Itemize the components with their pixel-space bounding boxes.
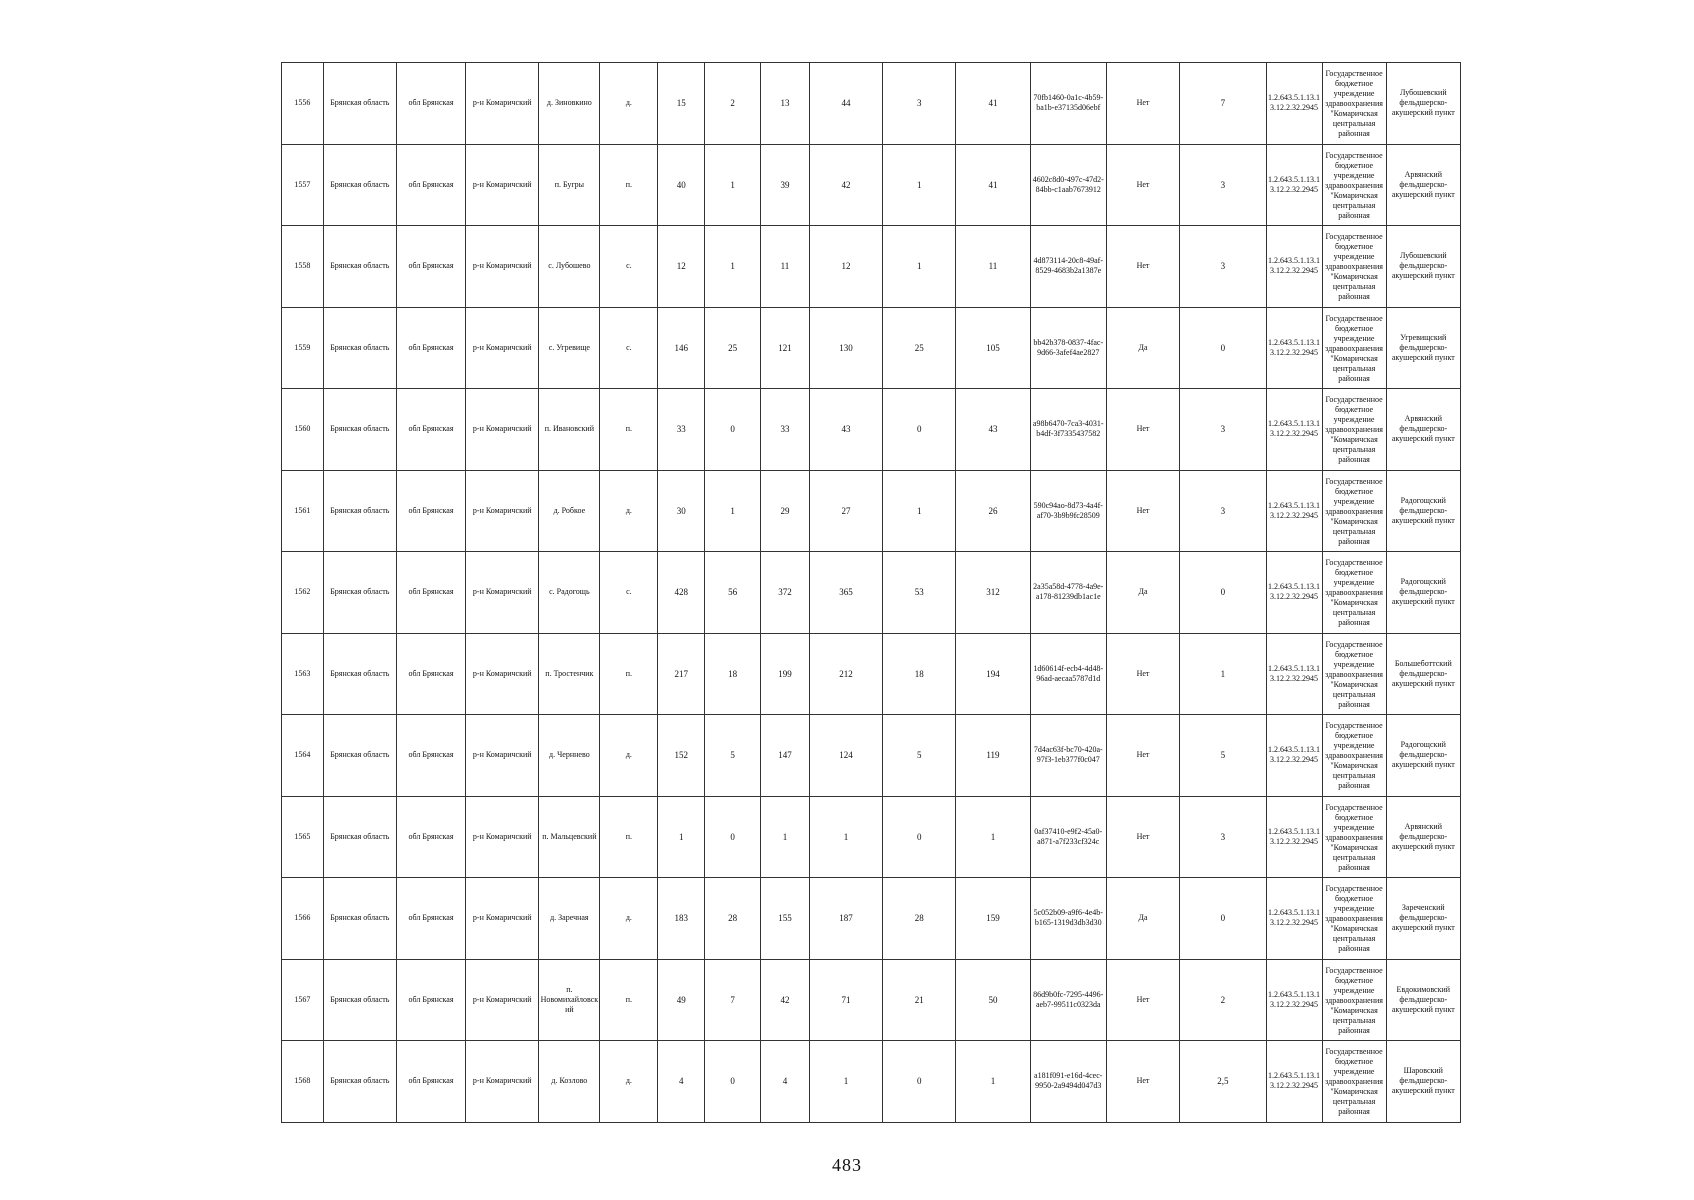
fap-cell: Арвянский фельдшерско-акушерский пункт	[1386, 389, 1460, 471]
fap-cell: Большеботтский фельдшерско-акушерский пункт	[1386, 633, 1460, 715]
population2-adults-cell: 41	[956, 63, 1030, 145]
table-row	[282, 226, 1461, 308]
organization-text: Государственное бюджетное учреждение здравоохранения "Комаричская центральная районная	[1325, 69, 1383, 139]
distance-cell: 0	[1180, 552, 1266, 634]
district-cell: р-н Комаричский	[466, 144, 539, 226]
distance-cell: 3	[1180, 144, 1266, 226]
population2-total-cell: 42	[809, 144, 882, 226]
table-row	[282, 307, 1461, 389]
row-number: 1559	[282, 307, 324, 389]
population-adults-cell: 33	[761, 389, 810, 471]
table-row	[282, 552, 1461, 634]
population-children-cell: 0	[705, 389, 761, 471]
population2-adults-cell: 43	[956, 389, 1030, 471]
settlement-type-cell: п.	[600, 959, 658, 1041]
oblast-cell: обл Брянская	[396, 715, 465, 797]
oid-cell: 1.2.643.5.1.13.13.12.2.32.2945	[1266, 633, 1322, 715]
population2-total-cell: 27	[809, 470, 882, 552]
population-adults-cell: 29	[761, 470, 810, 552]
population2-adults-cell: 194	[956, 633, 1030, 715]
district-cell: р-н Комаричский	[466, 470, 539, 552]
fap-cell: Лубошевский фельдшерско-акушерский пункт	[1386, 226, 1460, 308]
population2-children-cell: 0	[883, 389, 956, 471]
population2-children-cell: 53	[883, 552, 956, 634]
guid-cell: 0af37410-e9f2-45a0-a871-a7f233cf324c	[1030, 796, 1106, 878]
organization-cell	[1322, 307, 1386, 389]
fap-cell: Лубошевский фельдшерско-акушерский пункт	[1386, 63, 1460, 145]
district-cell: р-н Комаричский	[466, 63, 539, 145]
table-row	[282, 796, 1461, 878]
row-number: 1565	[282, 796, 324, 878]
population-children-cell: 0	[705, 1041, 761, 1123]
population2-total-cell: 124	[809, 715, 882, 797]
population2-adults-cell: 159	[956, 878, 1030, 960]
facility-flag-cell: Нет	[1106, 63, 1179, 145]
row-number: 1563	[282, 633, 324, 715]
guid-cell: 2a35a58d-4778-4a9e-a178-81239db1ac1e	[1030, 552, 1106, 634]
oid-cell: 1.2.643.5.1.13.13.12.2.32.2945	[1266, 796, 1322, 878]
population-total-cell: 40	[658, 144, 705, 226]
distance-cell: 3	[1180, 226, 1266, 308]
organization-text: Государственное бюджетное учреждение здравоохранения "Комаричская центральная районная	[1325, 150, 1383, 220]
oblast-cell: обл Брянская	[396, 1041, 465, 1123]
population2-children-cell: 28	[883, 878, 956, 960]
oblast-cell: обл Брянская	[396, 959, 465, 1041]
settlement-type-cell: д.	[600, 63, 658, 145]
organization-cell	[1322, 715, 1386, 797]
population2-total-cell: 212	[809, 633, 882, 715]
population2-children-cell: 1	[883, 144, 956, 226]
region-cell: Брянская область	[323, 63, 396, 145]
population2-total-cell: 12	[809, 226, 882, 308]
guid-cell: 4d873114-20c8-49af-8529-4683b2a1387e	[1030, 226, 1106, 308]
population-total-cell: 49	[658, 959, 705, 1041]
settlement-type-cell: п.	[600, 389, 658, 471]
row-number: 1568	[282, 1041, 324, 1123]
oblast-cell: обл Брянская	[396, 226, 465, 308]
oid-cell: 1.2.643.5.1.13.13.12.2.32.2945	[1266, 226, 1322, 308]
row-number: 1557	[282, 144, 324, 226]
oblast-cell: обл Брянская	[396, 470, 465, 552]
population2-total-cell: 365	[809, 552, 882, 634]
distance-cell: 2,5	[1180, 1041, 1266, 1123]
fap-cell: Арвянский фельдшерско-акушерский пункт	[1386, 144, 1460, 226]
organization-cell	[1322, 633, 1386, 715]
row-number: 1564	[282, 715, 324, 797]
region-cell: Брянская область	[323, 307, 396, 389]
population-adults-cell: 4	[761, 1041, 810, 1123]
row-number: 1556	[282, 63, 324, 145]
population2-children-cell: 1	[883, 226, 956, 308]
row-number: 1561	[282, 470, 324, 552]
population-children-cell: 2	[705, 63, 761, 145]
region-cell: Брянская область	[323, 470, 396, 552]
fap-cell: Арвянский фельдшерско-акушерский пункт	[1386, 796, 1460, 878]
organization-text: Государственное бюджетное учреждение здравоохранения "Комаричская центральная районная	[1325, 558, 1383, 628]
oblast-cell: обл Брянская	[396, 878, 465, 960]
population2-total-cell: 187	[809, 878, 882, 960]
settlement-type-cell: д.	[600, 715, 658, 797]
settlement-type-cell: д.	[600, 1041, 658, 1123]
fap-cell: Зареченский фельдшерско-акушерский пункт	[1386, 878, 1460, 960]
population2-children-cell: 3	[883, 63, 956, 145]
population-total-cell: 428	[658, 552, 705, 634]
organization-text: Государственное бюджетное учреждение здравоохранения "Комаричская центральная районная	[1325, 802, 1383, 872]
population-children-cell: 0	[705, 796, 761, 878]
region-cell: Брянская область	[323, 715, 396, 797]
population-adults-cell: 155	[761, 878, 810, 960]
region-cell: Брянская область	[323, 959, 396, 1041]
population-adults-cell: 372	[761, 552, 810, 634]
district-cell: р-н Комаричский	[466, 307, 539, 389]
guid-cell: a181f091-e16d-4cec-9950-2a9494d047d3	[1030, 1041, 1106, 1123]
region-cell: Брянская область	[323, 796, 396, 878]
organization-text: Государственное бюджетное учреждение здравоохранения "Комаричская центральная районная	[1325, 395, 1383, 465]
settlement-cell: п. Новомихайловский	[539, 959, 600, 1041]
fap-cell: Евдокимовский фельдшерско-акушерский пункт	[1386, 959, 1460, 1041]
distance-cell: 5	[1180, 715, 1266, 797]
settlement-cell: с. Угревище	[539, 307, 600, 389]
population-total-cell: 1	[658, 796, 705, 878]
organization-cell	[1322, 959, 1386, 1041]
organization-text: Государственное бюджетное учреждение здравоохранения "Комаричская центральная районная	[1325, 1047, 1383, 1117]
table-row	[282, 470, 1461, 552]
settlement-type-cell: п.	[600, 796, 658, 878]
population-adults-cell: 13	[761, 63, 810, 145]
oblast-cell: обл Брянская	[396, 307, 465, 389]
population-children-cell: 18	[705, 633, 761, 715]
facility-flag-cell: Нет	[1106, 470, 1179, 552]
region-cell: Брянская область	[323, 389, 396, 471]
oid-cell: 1.2.643.5.1.13.13.12.2.32.2945	[1266, 307, 1322, 389]
organization-cell	[1322, 470, 1386, 552]
population-total-cell: 12	[658, 226, 705, 308]
population-children-cell: 25	[705, 307, 761, 389]
distance-cell: 2	[1180, 959, 1266, 1041]
population2-children-cell: 0	[883, 1041, 956, 1123]
region-cell: Брянская область	[323, 552, 396, 634]
oblast-cell: обл Брянская	[396, 796, 465, 878]
population-total-cell: 4	[658, 1041, 705, 1123]
population2-total-cell: 71	[809, 959, 882, 1041]
population-children-cell: 1	[705, 470, 761, 552]
population-children-cell: 7	[705, 959, 761, 1041]
oid-cell: 1.2.643.5.1.13.13.12.2.32.2945	[1266, 878, 1322, 960]
population-total-cell: 152	[658, 715, 705, 797]
distance-cell: 3	[1180, 796, 1266, 878]
population-adults-cell: 39	[761, 144, 810, 226]
document-sheet	[281, 62, 1461, 1123]
population-adults-cell: 121	[761, 307, 810, 389]
distance-cell: 0	[1180, 878, 1266, 960]
oid-cell: 1.2.643.5.1.13.13.12.2.32.2945	[1266, 959, 1322, 1041]
population-total-cell: 33	[658, 389, 705, 471]
oid-cell: 1.2.643.5.1.13.13.12.2.32.2945	[1266, 389, 1322, 471]
population-children-cell: 5	[705, 715, 761, 797]
population2-adults-cell: 50	[956, 959, 1030, 1041]
organization-cell	[1322, 144, 1386, 226]
population2-children-cell: 18	[883, 633, 956, 715]
oid-cell: 1.2.643.5.1.13.13.12.2.32.2945	[1266, 552, 1322, 634]
organization-cell	[1322, 226, 1386, 308]
organization-cell	[1322, 1041, 1386, 1123]
row-number: 1560	[282, 389, 324, 471]
settlement-type-cell: с.	[600, 552, 658, 634]
population2-children-cell: 1	[883, 470, 956, 552]
population-total-cell: 217	[658, 633, 705, 715]
settlement-cell: п. Тростенчик	[539, 633, 600, 715]
organization-cell	[1322, 63, 1386, 145]
region-cell: Брянская область	[323, 144, 396, 226]
guid-cell: 4602c8d0-497c-47d2-84bb-c1aab7673912	[1030, 144, 1106, 226]
distance-cell: 1	[1180, 633, 1266, 715]
table-row	[282, 63, 1461, 145]
settlement-cell: д. Робкое	[539, 470, 600, 552]
table-row	[282, 144, 1461, 226]
guid-cell: 590c94ao-8d73-4a4f-af70-3b9b9fc28509	[1030, 470, 1106, 552]
row-number: 1567	[282, 959, 324, 1041]
population2-children-cell: 0	[883, 796, 956, 878]
population-children-cell: 1	[705, 144, 761, 226]
facility-flag-cell: Нет	[1106, 1041, 1179, 1123]
oblast-cell: обл Брянская	[396, 144, 465, 226]
district-cell: р-н Комаричский	[466, 389, 539, 471]
facility-flag-cell: Да	[1106, 552, 1179, 634]
row-number: 1566	[282, 878, 324, 960]
settlement-cell: д. Заречная	[539, 878, 600, 960]
region-cell: Брянская область	[323, 226, 396, 308]
population-children-cell: 28	[705, 878, 761, 960]
settlement-cell: п. Ивановский	[539, 389, 600, 471]
population2-total-cell: 43	[809, 389, 882, 471]
guid-cell: a98b6470-7ca3-4031-b4df-3f7335437582	[1030, 389, 1106, 471]
population2-total-cell: 1	[809, 796, 882, 878]
settlement-cell: п. Бугры	[539, 144, 600, 226]
guid-cell: bb42b378-0837-4fac-9d66-3afef4ae2827	[1030, 307, 1106, 389]
settlement-cell: д. Козлово	[539, 1041, 600, 1123]
settlement-type-cell: д.	[600, 878, 658, 960]
distance-cell: 3	[1180, 389, 1266, 471]
oblast-cell: обл Брянская	[396, 633, 465, 715]
facility-flag-cell: Нет	[1106, 715, 1179, 797]
population2-children-cell: 25	[883, 307, 956, 389]
settlement-cell: п. Мальцевский	[539, 796, 600, 878]
table-row	[282, 715, 1461, 797]
settlement-cell: д. Черннево	[539, 715, 600, 797]
population-children-cell: 1	[705, 226, 761, 308]
row-number: 1562	[282, 552, 324, 634]
table-row	[282, 633, 1461, 715]
guid-cell: 70fb1460-0a1c-4b59-ba1b-e37135d06ebf	[1030, 63, 1106, 145]
population2-adults-cell: 1	[956, 1041, 1030, 1123]
population-total-cell: 146	[658, 307, 705, 389]
population-children-cell: 56	[705, 552, 761, 634]
population-adults-cell: 11	[761, 226, 810, 308]
oblast-cell: обл Брянская	[396, 552, 465, 634]
organization-text: Государственное бюджетное учреждение здравоохранения "Комаричская центральная районная	[1325, 884, 1383, 954]
settlement-cell: д. Зиновкино	[539, 63, 600, 145]
population-total-cell: 30	[658, 470, 705, 552]
population2-total-cell: 130	[809, 307, 882, 389]
population-adults-cell: 199	[761, 633, 810, 715]
population2-adults-cell: 41	[956, 144, 1030, 226]
district-cell: р-н Комаричский	[466, 878, 539, 960]
organization-text: Государственное бюджетное учреждение здравоохранения "Комаричская центральная районная	[1325, 476, 1383, 546]
facility-flag-cell: Да	[1106, 307, 1179, 389]
row-number: 1558	[282, 226, 324, 308]
fap-cell: Угревищский фельдшерско-акушерский пункт	[1386, 307, 1460, 389]
population2-adults-cell: 11	[956, 226, 1030, 308]
organization-cell	[1322, 796, 1386, 878]
organization-text: Государственное бюджетное учреждение здравоохранения "Комаричская центральная районная	[1325, 965, 1383, 1035]
population-adults-cell: 147	[761, 715, 810, 797]
oid-cell: 1.2.643.5.1.13.13.12.2.32.2945	[1266, 144, 1322, 226]
settlement-type-cell: п.	[600, 633, 658, 715]
organization-text: Государственное бюджетное учреждение здравоохранения "Комаричская центральная районная	[1325, 721, 1383, 791]
district-cell: р-н Комаричский	[466, 552, 539, 634]
settlement-cell: с. Радогощь	[539, 552, 600, 634]
population2-children-cell: 5	[883, 715, 956, 797]
settlement-type-cell: п.	[600, 144, 658, 226]
population2-adults-cell: 105	[956, 307, 1030, 389]
district-cell: р-н Комаричский	[466, 959, 539, 1041]
district-cell: р-н Комаричский	[466, 715, 539, 797]
facility-flag-cell: Нет	[1106, 959, 1179, 1041]
facility-flag-cell: Нет	[1106, 796, 1179, 878]
population2-children-cell: 21	[883, 959, 956, 1041]
organization-text: Государственное бюджетное учреждение здравоохранения "Комаричская центральная районная	[1325, 313, 1383, 383]
oid-cell: 1.2.643.5.1.13.13.12.2.32.2945	[1266, 715, 1322, 797]
fap-cell: Радогощский фельдшерско-акушерский пункт	[1386, 470, 1460, 552]
population2-adults-cell: 312	[956, 552, 1030, 634]
population2-total-cell: 1	[809, 1041, 882, 1123]
table-row	[282, 959, 1461, 1041]
fap-cell: Радогощский фельдшерско-акушерский пункт	[1386, 552, 1460, 634]
table-row	[282, 1041, 1461, 1123]
facility-flag-cell: Да	[1106, 878, 1179, 960]
population-adults-cell: 1	[761, 796, 810, 878]
distance-cell: 3	[1180, 470, 1266, 552]
oblast-cell: обл Брянская	[396, 63, 465, 145]
district-cell: р-н Комаричский	[466, 796, 539, 878]
population2-adults-cell: 1	[956, 796, 1030, 878]
region-cell: Брянская область	[323, 1041, 396, 1123]
settlement-type-cell: д.	[600, 470, 658, 552]
table-row	[282, 389, 1461, 471]
organization-cell	[1322, 389, 1386, 471]
oid-cell: 1.2.643.5.1.13.13.12.2.32.2945	[1266, 470, 1322, 552]
distance-cell: 0	[1180, 307, 1266, 389]
district-cell: р-н Комаричский	[466, 226, 539, 308]
facility-flag-cell: Нет	[1106, 226, 1179, 308]
guid-cell: 7d4ac63f-bc70-420a-97f3-1eb377f0c047	[1030, 715, 1106, 797]
district-cell: р-н Комаричский	[466, 1041, 539, 1123]
facility-flag-cell: Нет	[1106, 389, 1179, 471]
oid-cell: 1.2.643.5.1.13.13.12.2.32.2945	[1266, 63, 1322, 145]
facility-flag-cell: Нет	[1106, 633, 1179, 715]
page-number: 483	[832, 1155, 862, 1175]
organization-text: Государственное бюджетное учреждение здравоохранения "Комаричская центральная районная	[1325, 232, 1383, 302]
population2-adults-cell: 26	[956, 470, 1030, 552]
facility-flag-cell: Нет	[1106, 144, 1179, 226]
settlements-table	[281, 62, 1461, 1123]
settlement-type-cell: с.	[600, 226, 658, 308]
population-total-cell: 183	[658, 878, 705, 960]
fap-cell: Радогощский фельдшерско-акушерский пункт	[1386, 715, 1460, 797]
guid-cell: 86d9b0fc-7295-4496-aeb7-99511c0323da	[1030, 959, 1106, 1041]
population2-adults-cell: 119	[956, 715, 1030, 797]
population-adults-cell: 42	[761, 959, 810, 1041]
population-total-cell: 15	[658, 63, 705, 145]
settlement-cell: с. Лубошево	[539, 226, 600, 308]
population2-total-cell: 44	[809, 63, 882, 145]
organization-cell	[1322, 552, 1386, 634]
organization-text: Государственное бюджетное учреждение здравоохранения "Комаричская центральная районная	[1325, 639, 1383, 709]
guid-cell: 5c052b09-a9f6-4e4b-b165-1319d3db3d30	[1030, 878, 1106, 960]
oblast-cell: обл Брянская	[396, 389, 465, 471]
region-cell: Брянская область	[323, 633, 396, 715]
organization-cell	[1322, 878, 1386, 960]
table-row	[282, 878, 1461, 960]
fap-cell: Шаровский фельдшерско-акушерский пункт	[1386, 1041, 1460, 1123]
settlement-type-cell: с.	[600, 307, 658, 389]
guid-cell: 1d60614f-ecb4-4d48-96ad-aecaa5787d1d	[1030, 633, 1106, 715]
distance-cell: 7	[1180, 63, 1266, 145]
district-cell: р-н Комаричский	[466, 633, 539, 715]
oid-cell: 1.2.643.5.1.13.13.12.2.32.2945	[1266, 1041, 1322, 1123]
region-cell: Брянская область	[323, 878, 396, 960]
